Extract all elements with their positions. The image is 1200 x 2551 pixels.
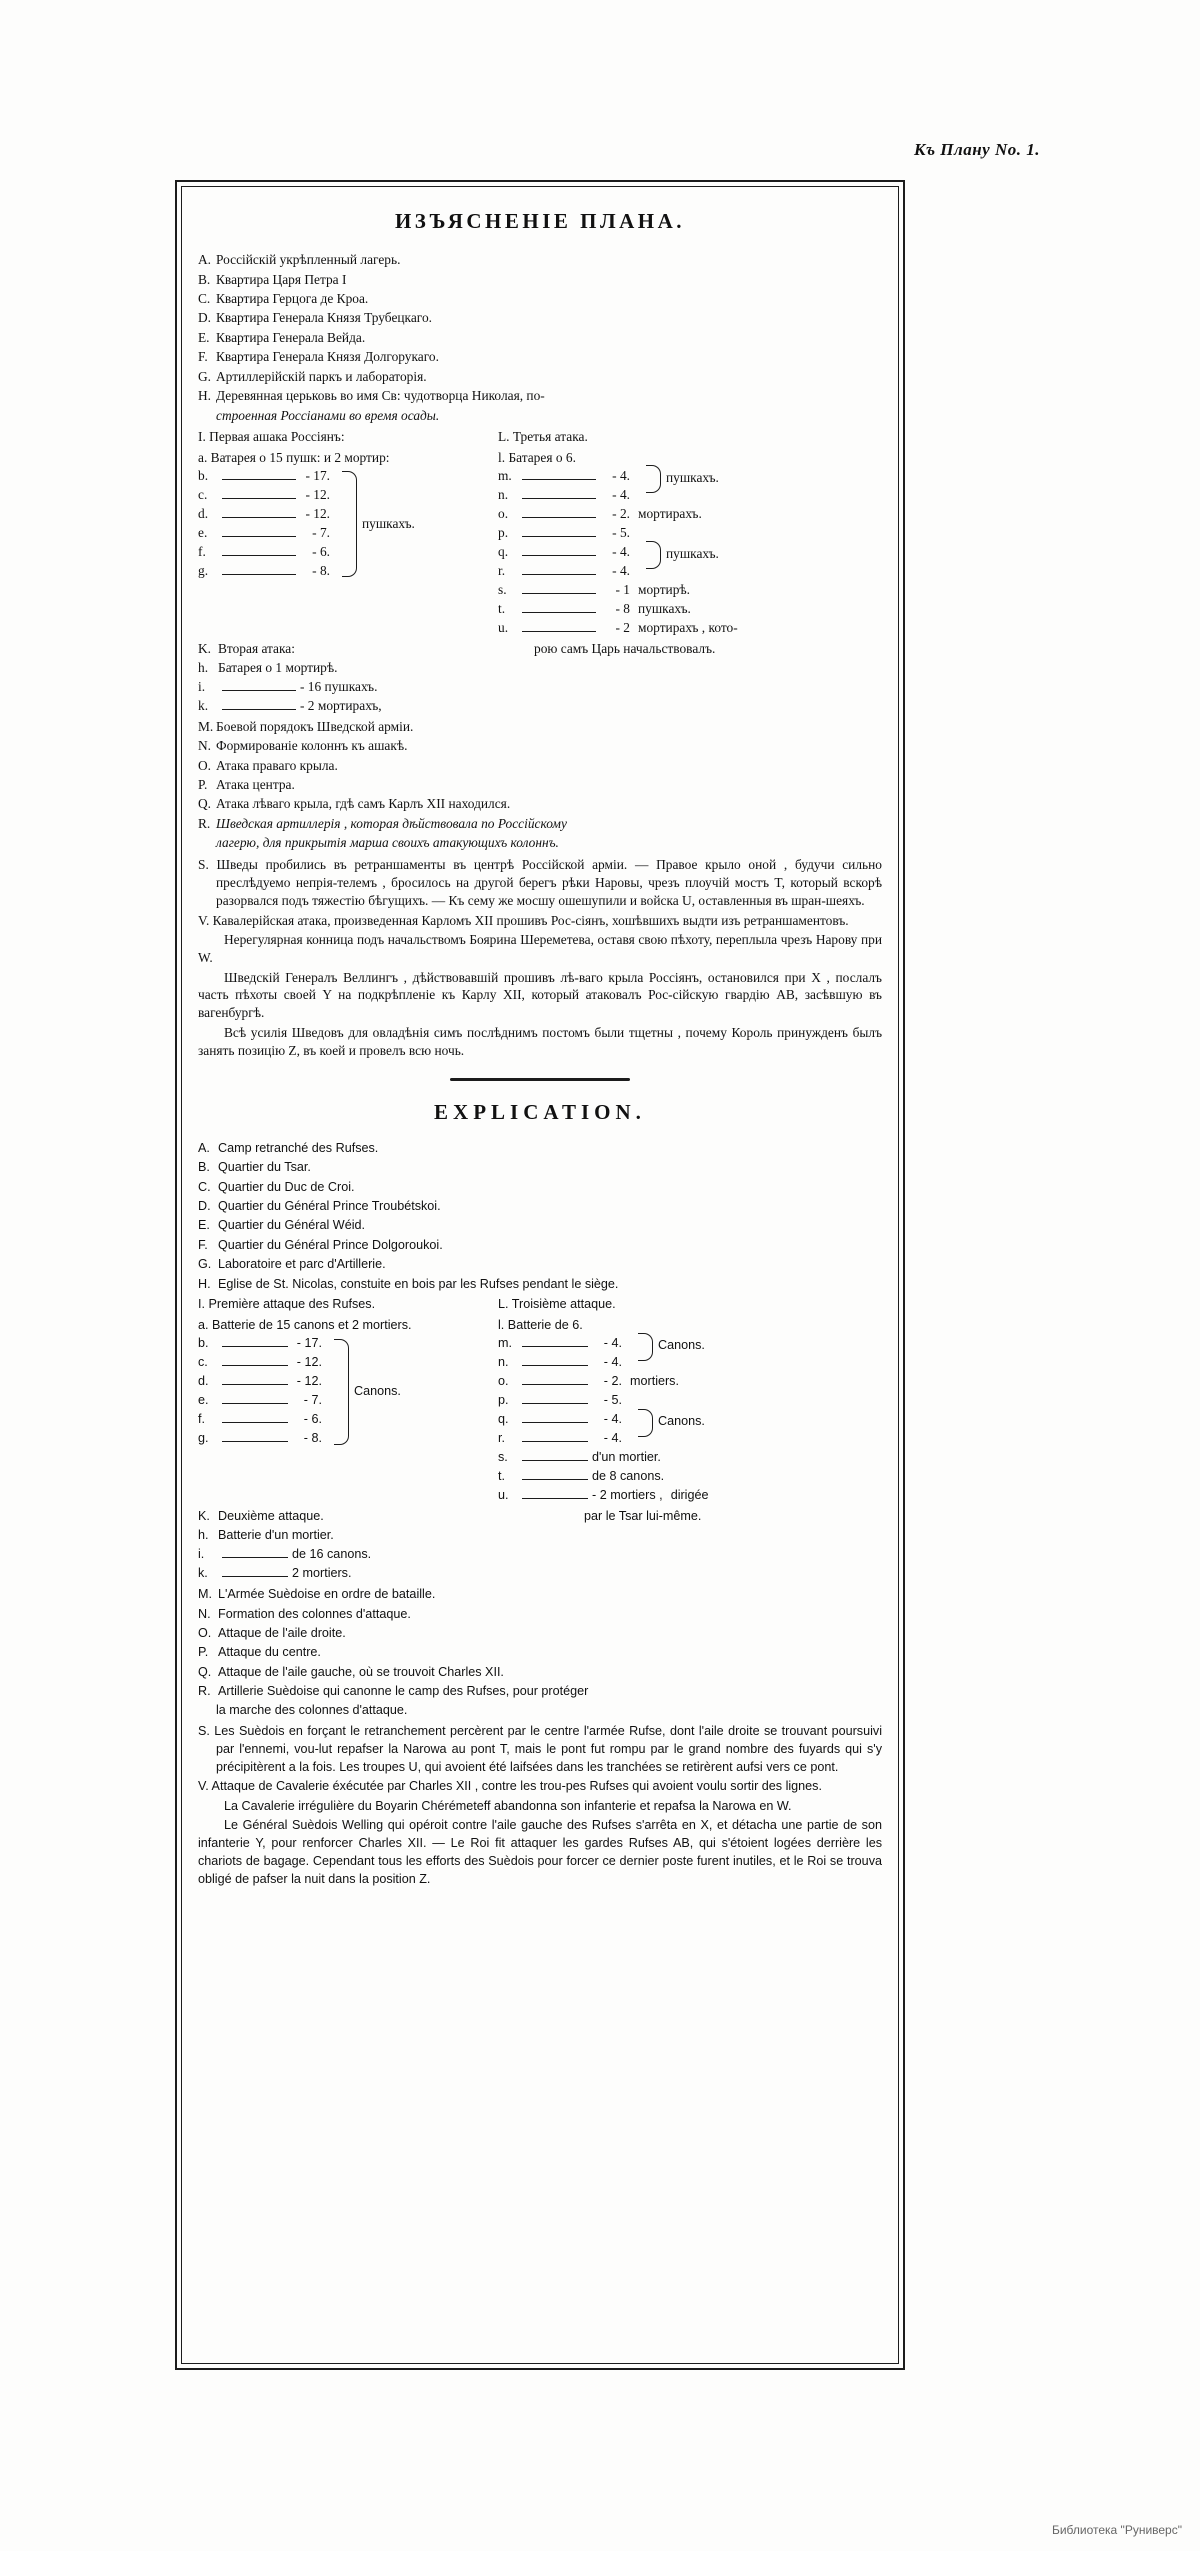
row-label: m. <box>498 1336 512 1351</box>
entry-key: G. <box>198 368 212 384</box>
entry-text: Eglise de St. Nicolas, constuite en bois par les Rufses pendant le siège. <box>218 1276 619 1291</box>
row-value: - 2 <box>615 619 630 635</box>
row-value: - 12. <box>296 1374 322 1389</box>
leader-rule <box>522 510 596 518</box>
table-row <box>498 1392 882 1411</box>
row-label: f. <box>198 1412 205 1427</box>
table-row <box>498 581 882 600</box>
row-value: - 17. <box>305 467 330 483</box>
row-label: t. <box>498 600 506 616</box>
entry-key: C. <box>198 291 211 307</box>
row-value: - 12. <box>305 486 330 502</box>
entry-key: E. <box>198 1218 210 1233</box>
row-value: Batterie d'un mortier. <box>218 1528 334 1543</box>
leader-rule <box>222 529 296 537</box>
row-value: de 16 canons. <box>292 1547 372 1562</box>
entry-text: Quartier du Tsar. <box>218 1160 311 1175</box>
table-row <box>498 600 882 619</box>
leader-rule <box>522 1416 588 1423</box>
entry-key: P. <box>198 1645 209 1660</box>
table-row <box>198 1565 498 1584</box>
entry-key: K. <box>198 640 212 656</box>
row-value: - 8. <box>312 562 330 578</box>
russian-entry-list <box>198 251 882 425</box>
list-item <box>198 368 882 386</box>
row-label: g. <box>198 562 209 578</box>
row-unit: mortiers. <box>630 1374 679 1389</box>
french-battery-column-right <box>498 1335 882 1506</box>
list-item <box>198 757 882 775</box>
entry-key: H. <box>198 1276 211 1291</box>
entry-text: Вторая атака: <box>218 640 295 656</box>
paragraph: Шведскiй Генералъ Веллингъ , дѣйствовавшiй прошивъ лѣ-ваго крыла Россiянъ, остановился при X , послалъ часть пѣхоты своей Y на подкрѣпленiе къ Карлу XII, который атаковалъ Рос-сiйскую гвардiю AB, засѣвшую въ вагенбургѣ. <box>198 969 882 1021</box>
table-row <box>498 505 882 524</box>
entry-key: Q. <box>198 796 212 812</box>
list-item <box>198 815 882 833</box>
row-label: n. <box>498 486 509 502</box>
row-value: - 8. <box>303 1431 322 1446</box>
row-label: i. <box>198 1547 205 1562</box>
french-second-attack-block <box>198 1508 882 1584</box>
entry-text: Формированiе колоннъ къ ашакѣ. <box>216 738 408 754</box>
paragraph: S. Les Suèdois en forçant le retranchement percèrent par le centre l'armée Rufse, dont l'aile droite se trouvant poursuivi par l'ennemi, vou-lut repafser la Narowa au pont T, mais le pont fut rompu par le grand nombre des fuyards qui s'y précipitèrent a la fois. Les troupes U, qui avoient été laifsées dans les tranchées se retirèrent aufsi vers ce pont. <box>198 1724 882 1775</box>
row-value: - 8 <box>615 600 630 616</box>
leader-rule <box>222 1435 288 1442</box>
entry-key: A. <box>198 252 212 268</box>
row-label: d. <box>198 1374 209 1389</box>
leader-rule <box>222 683 296 691</box>
plan-reference: Къ Плану No. 1. <box>914 140 1040 159</box>
paragraph: V. Attaque de Cavalerie éxécutée par Charles XII , contre les trou-pes Rufses qui avoient voulu sortir des lignes. <box>198 1779 822 1794</box>
leader-rule <box>222 548 296 556</box>
entry-key: H. <box>198 388 212 404</box>
entry-key: M. <box>198 718 214 734</box>
entry-key: N. <box>198 1606 211 1621</box>
leader-rule <box>522 548 596 556</box>
u-continuation <box>498 1508 882 1527</box>
table-row <box>498 1430 882 1449</box>
entry-key: P. <box>198 776 208 792</box>
entry-key: Q. <box>198 1664 212 1679</box>
brace-right-1 <box>646 465 661 493</box>
explanation-frame <box>175 180 905 2370</box>
row-unit: мортирѣ. <box>638 581 691 597</box>
table-row <box>198 1527 498 1546</box>
third-attack-header: L. Третья атака. <box>498 428 588 444</box>
french-entry-list <box>198 1140 882 1294</box>
leader-rule <box>222 702 296 710</box>
list-item <box>198 1664 882 1682</box>
row-value: - 5. <box>612 524 630 540</box>
list-item <box>198 309 882 327</box>
leader-rule <box>522 529 596 537</box>
row-value: - 12. <box>305 505 330 521</box>
leader-rule <box>522 472 596 480</box>
entry-key: O. <box>198 1625 212 1640</box>
russian-paragraphs <box>198 856 882 1059</box>
row-value: - 6. <box>312 543 330 559</box>
brace-right-2-label: Canons. <box>658 1414 705 1429</box>
list-item <box>198 1237 882 1255</box>
row-label: u. <box>498 619 509 635</box>
row-label: p. <box>498 524 509 540</box>
table-row <box>498 562 882 581</box>
row-label: m. <box>498 467 512 483</box>
brace-right-1-label: Canons. <box>658 1338 705 1353</box>
french-entry-list-2 <box>198 1586 882 1720</box>
leader-rule <box>522 624 596 632</box>
entry-key: M. <box>198 1587 212 1602</box>
row-label: e. <box>198 1393 209 1408</box>
entry-text: Россiйскiй укрѣпленный лагерь. <box>216 252 401 268</box>
russian-battery-column-left <box>198 467 498 638</box>
table-row <box>198 678 498 697</box>
second-attack-right <box>498 640 882 716</box>
list-item <box>198 1276 882 1294</box>
row-value: - 4. <box>612 562 630 578</box>
section-divider <box>450 1076 630 1082</box>
leader-rule <box>522 1359 588 1366</box>
list-item <box>198 718 882 736</box>
leader-rule <box>222 472 296 480</box>
russian-entry-list-2 <box>198 718 882 853</box>
entry-text: Quartier du Général Prince Dolgoroukoi. <box>218 1237 443 1252</box>
row-value: - 16 пушкахъ. <box>300 678 378 694</box>
table-row <box>498 1354 882 1373</box>
battery-l: l. Batterie de 6. <box>498 1318 583 1333</box>
entry-text: Квартира Генерала Князя Долгорукаго. <box>216 349 439 365</box>
entry-key: D. <box>198 310 212 326</box>
list-item <box>198 1140 882 1158</box>
entry-text: Laboratoire et parc d'Artillerie. <box>218 1257 386 1272</box>
row-label: q. <box>498 543 509 559</box>
entry-text: L'Armée Suèdoise en ordre de bataille. <box>218 1587 436 1602</box>
entry-text: Атака лѣваго крыла, гдѣ самъ Карлъ XII находился. <box>216 796 511 812</box>
row-label: p. <box>498 1393 509 1408</box>
entry-text: Camp retranché des Rufses. <box>218 1140 379 1155</box>
french-battery-columns <box>198 1335 882 1506</box>
table-row <box>198 1546 498 1565</box>
row-unit: мортирахъ. <box>638 505 702 521</box>
table-row <box>198 697 498 716</box>
entry-continuation: лагерю, для прикрытiя марша своихъ атакующихъ колоннъ. <box>216 835 559 851</box>
leader-rule <box>222 1551 288 1558</box>
table-row <box>498 1449 882 1468</box>
row-label: e. <box>198 524 208 540</box>
entry-text: Attaque du centre. <box>218 1645 321 1660</box>
list-item <box>198 1586 882 1604</box>
list-item <box>198 1159 882 1177</box>
third-attack-header: L. Troisième attaque. <box>498 1297 616 1312</box>
leader-rule <box>522 1340 588 1347</box>
row-value: - 2 mortiers , <box>592 1488 663 1503</box>
list-item <box>198 1217 882 1235</box>
row-label: o. <box>498 1374 509 1389</box>
row-label: q. <box>498 1412 509 1427</box>
brace-left-label: Canons. <box>354 1384 401 1399</box>
entry-text: Квартира Герцога де Кроа. <box>216 291 369 307</box>
leader-rule <box>522 1454 588 1461</box>
table-row <box>498 486 882 505</box>
row-label: d. <box>198 505 209 521</box>
russian-attack-headers <box>198 428 882 446</box>
row-label: f. <box>198 543 206 559</box>
entry-text: Deuxième attaque. <box>218 1509 324 1524</box>
second-attack-header <box>198 640 498 659</box>
row-value: - 7. <box>312 524 330 540</box>
french-title: EXPLICATION. <box>434 1099 646 1124</box>
russian-second-attack-block <box>198 640 882 716</box>
entry-key: K. <box>198 1509 210 1524</box>
row-label: r. <box>498 562 506 578</box>
list-item <box>198 776 882 794</box>
leader-rule <box>522 1397 588 1404</box>
russian-battery-columns <box>198 467 882 638</box>
brace-right-2-label: пушкахъ. <box>666 545 719 561</box>
second-attack-left <box>198 640 498 716</box>
entry-text: Квартира Царя Петра I <box>216 271 347 287</box>
russian-title: ИЗЪЯСНЕНIЕ ПЛАНА. <box>394 209 686 233</box>
entry-text: Attaque de l'aile gauche, où se trouvoit Charles XII. <box>218 1664 504 1679</box>
entry-key: F. <box>198 1237 208 1252</box>
battery-a: a. Batterie de 15 canons et 2 mortiers. <box>198 1318 412 1333</box>
entry-key: D. <box>198 1199 211 1214</box>
entry-text: Атака центра. <box>216 776 295 792</box>
library-credit: Библиотека "Руниверс" <box>1051 2523 1182 2537</box>
brace-left-label: пушкахъ. <box>362 515 415 531</box>
entry-text: Шведская артиллерiя , которая дѣйствовала по Россiйскому <box>216 815 567 831</box>
list-item <box>198 1683 882 1701</box>
leader-rule <box>222 1397 288 1404</box>
leader-rule <box>522 1473 588 1480</box>
leader-rule <box>522 605 596 613</box>
row-label: h. <box>198 659 209 675</box>
list-item <box>198 329 882 347</box>
russian-battery-first-row <box>198 449 882 467</box>
entry-key: F. <box>198 349 208 365</box>
row-value: - 4. <box>612 543 630 559</box>
row-unit: мортирахъ , кото- <box>638 619 738 635</box>
row-value: - 6. <box>303 1412 322 1427</box>
entry-key: E. <box>198 329 210 345</box>
entry-text: Квартира Генерала Князя Трубецкаго. <box>216 310 433 326</box>
entry-text: Formation des colonnes d'attaque. <box>218 1606 411 1621</box>
row-value: - 2. <box>612 505 630 521</box>
list-item <box>198 1625 882 1643</box>
list-item <box>198 1179 882 1197</box>
french-battery-column-left <box>198 1335 498 1506</box>
list-item <box>198 290 882 308</box>
row-label: k. <box>198 697 209 713</box>
row-value: - 4. <box>603 1431 622 1446</box>
entry-text: Атака праваго крыла. <box>216 757 338 773</box>
row-value: - 4. <box>603 1336 622 1351</box>
row-label: b. <box>198 467 209 483</box>
row-label: i. <box>198 678 206 694</box>
row-label: t. <box>498 1469 505 1484</box>
list-item <box>198 387 882 405</box>
entry-text: Attaque de l'aile droite. <box>218 1625 346 1640</box>
table-row <box>498 619 882 638</box>
leader-rule <box>222 1570 288 1577</box>
first-attack-header: I. Первая ашака Россiянъ: <box>198 428 345 444</box>
row-value: - 1 <box>615 581 630 597</box>
entry-text: Деревянная церьковь во имя Св: чудотворца Николая, по- <box>216 388 545 404</box>
row-value: - 5. <box>603 1393 622 1408</box>
french-paragraphs <box>198 1723 882 1888</box>
row-label: g. <box>198 1431 209 1446</box>
brace-right-2 <box>638 1409 653 1437</box>
entry-key: A. <box>198 1140 210 1155</box>
entry-continuation: la marche des colonnes d'attaque. <box>216 1703 408 1718</box>
paragraph: Нерегулярная конница подъ начальствомъ Боярина Шереметева, оставя свою пѣхоту, переплыла чрезъ Нарову при W. <box>198 932 882 966</box>
table-row <box>498 1373 882 1392</box>
entry-text: par le Tsar lui-même. <box>584 1509 702 1524</box>
russian-battery-column-right <box>498 467 882 638</box>
explanation-frame-inner <box>181 186 899 2364</box>
row-unit: пушкахъ. <box>638 600 691 616</box>
paragraph: Всѣ усилiя Шведовъ для овладѣнiя симъ послѣднимъ постомъ были тщетны , почему Король принужденъ былъ занять позицiю Z, въ коей и провелъ всю ночь. <box>198 1024 882 1058</box>
entry-text: Боевой порядокъ Шведской армiи. <box>216 718 414 734</box>
french-attack-headers <box>198 1296 882 1314</box>
second-attack-left <box>198 1508 498 1584</box>
row-label: u. <box>498 1488 509 1503</box>
row-label: c. <box>198 486 208 502</box>
row-label: k. <box>198 1566 208 1581</box>
entry-text: Артиллерiйскiй паркъ и лабораторiя. <box>216 368 427 384</box>
entry-key: N. <box>198 738 212 754</box>
list-item <box>198 1256 882 1274</box>
paragraph: Le Général Suèdois Welling qui opéroit contre l'aile gauche des Rufses s'arrêta en X, et détacha une partie de son infanterie Y, pour renforcer Charles XII. — Le Roi fit attaquer les gardes Rufses AB, qui s'étoient logées derrière les chariots de bagage. Cependant tous les efforts des Suèdois pour forcer ce dernier poste furent inutiles, et le Roi se trouva obligé de pafser la nuit dans la position Z. <box>198 1818 882 1886</box>
leader-rule <box>222 1340 288 1347</box>
explanation-content <box>182 187 898 1900</box>
row-label: r. <box>498 1431 505 1446</box>
row-value: - 7. <box>303 1393 322 1408</box>
u-continuation <box>498 640 882 659</box>
row-value: - 4. <box>603 1412 622 1427</box>
row-value: - 12. <box>296 1355 322 1370</box>
leader-rule <box>222 510 296 518</box>
entry-text: Quartier du Duc de Croi. <box>218 1179 355 1194</box>
battery-l: l. Батарея о 6. <box>498 449 576 465</box>
row-value: - 4. <box>603 1355 622 1370</box>
leader-rule <box>222 1378 288 1385</box>
entry-key: C. <box>198 1179 211 1194</box>
second-attack-header <box>198 1508 498 1527</box>
row-value: - 2. <box>603 1374 622 1389</box>
row-label: o. <box>498 505 509 521</box>
table-row <box>498 1468 882 1487</box>
entry-key: O. <box>198 757 212 773</box>
list-item <box>198 737 882 755</box>
row-value: de 8 canons. <box>592 1469 665 1484</box>
entry-key: G. <box>198 1257 212 1272</box>
row-value: - 4. <box>612 486 630 502</box>
leader-rule <box>222 1359 288 1366</box>
entry-text: Quartier du Général Prince Troubétskoi. <box>218 1199 441 1214</box>
leader-rule <box>222 491 296 499</box>
brace-right-1 <box>638 1333 653 1361</box>
row-value: d'un mortier. <box>592 1450 661 1465</box>
leader-rule <box>522 586 596 594</box>
row-label: s. <box>498 581 507 597</box>
second-attack-right <box>498 1508 882 1584</box>
entry-text: рою самъ Царь начальствовалъ. <box>534 640 716 656</box>
leader-rule <box>522 567 596 575</box>
entry-key: R. <box>198 1684 211 1699</box>
entry-key: B. <box>198 271 211 287</box>
list-item <box>198 271 882 289</box>
entry-continuation: строенная Россiанами во время осады. <box>216 407 440 423</box>
entry-key: B. <box>198 1160 210 1175</box>
list-item <box>198 1198 882 1216</box>
row-label: c. <box>198 1355 208 1370</box>
paragraph: V. Кавалерiйская атака, произведенная Карломъ XII прошивъ Рос-сiянъ, хошѣвшихъ выдти изъ ретраншаментовъ. <box>198 912 849 928</box>
leader-rule <box>522 491 596 499</box>
table-row <box>498 524 882 543</box>
row-value: - 17. <box>296 1336 322 1351</box>
row-value: - 2 мортирахъ, <box>300 697 382 713</box>
table-row <box>498 1487 882 1506</box>
table-row <box>198 659 498 678</box>
leader-rule <box>522 1378 588 1385</box>
row-label: b. <box>198 1336 209 1351</box>
brace-right-2 <box>646 541 661 569</box>
row-label: n. <box>498 1355 509 1370</box>
entry-text: Квартира Генерала Вейда. <box>216 329 366 345</box>
first-attack-header: I. Première attaque des Rufses. <box>198 1297 376 1312</box>
row-label: h. <box>198 1528 209 1543</box>
list-item <box>198 1606 882 1624</box>
row-label: s. <box>498 1450 508 1465</box>
list-item <box>198 1644 882 1662</box>
leader-rule <box>222 1416 288 1423</box>
row-value: 2 mortiers. <box>292 1566 352 1581</box>
paragraph: La Cavalerie irrégulière du Boyarin Chérémeteff abandonna son infanterie et repafsa la Narowa en W. <box>224 1798 792 1813</box>
list-item <box>198 251 882 269</box>
row-value: - 4. <box>612 467 630 483</box>
french-battery-first-row <box>198 1317 882 1335</box>
brace-right-1-label: пушкахъ. <box>666 469 719 485</box>
row-value: Батарея о 1 мортирѣ. <box>218 659 338 675</box>
leader-rule <box>222 567 296 575</box>
list-item <box>198 348 882 366</box>
entry-text: Artillerie Suèdoise qui canonne le camp des Rufses, pour protéger <box>218 1684 589 1699</box>
french-section <box>198 1140 882 1889</box>
list-item <box>198 795 882 813</box>
leader-rule <box>522 1435 588 1442</box>
brace-left <box>334 1339 349 1445</box>
leader-rule <box>522 1492 588 1499</box>
entry-key: R. <box>198 815 211 831</box>
brace-left <box>342 471 357 577</box>
entry-text: Quartier du Général Wéid. <box>218 1218 365 1233</box>
battery-a: a. Ватарея о 15 пушк: и 2 мортир: <box>198 449 390 465</box>
row-unit: dirigée <box>670 1488 709 1503</box>
paragraph: S. Шведы пробились въ ретраншаменты въ центрѣ Россiйской армiи. — Правое крыло оной , будучи сильно преслѣдуемо непрiя-телемъ , бросилось на другой берегъ рѣки Наровы, чрезъ плоучiй мостъ T, который вскорѣ разорвался подъ тяжестiю бѣгущихъ. — Къ сему же мосшу ошешупили и войска U, оставленныя въ шран-шеяхъ. <box>198 857 882 909</box>
